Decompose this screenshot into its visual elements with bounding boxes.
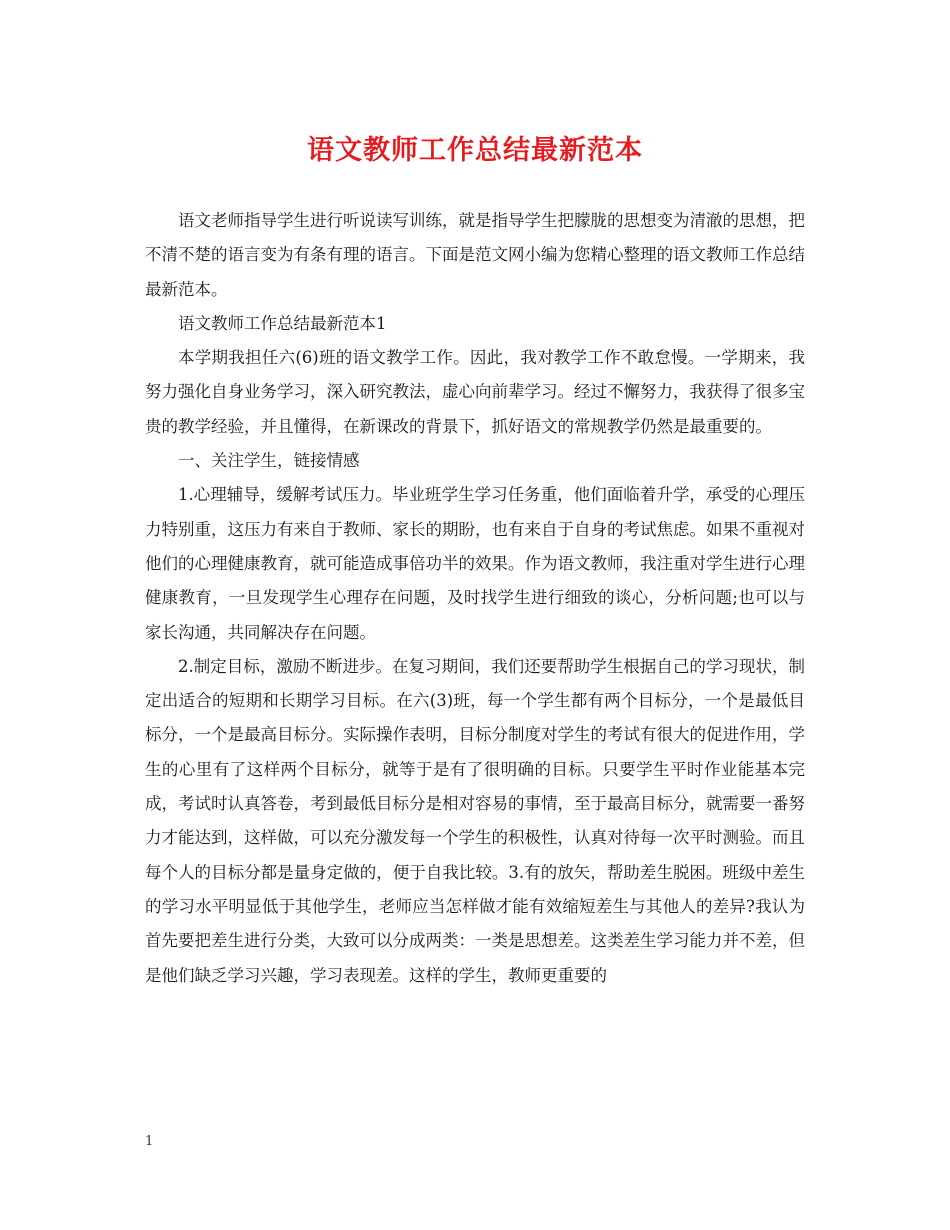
body-paragraph: 本学期我担任六(6)班的语文教学工作。因此，我对教学工作不敢怠慢。一学期来，我努力强化自身业务学习，深入研究教法，虚心向前辈学习。经过不懈努力，我获得了很多宝贵的教学经验，并且懂得，在新课改的背景下，抓好语文的常规教学仍然是最重要的。 [145,348,805,436]
document-title: 语文教师工作总结最新范本 [307,135,643,166]
section-heading: 语文教师工作总结最新范本1 [178,313,387,333]
body-paragraph: 2.制定目标，激励不断进步。在复习期间，我们还要帮助学生根据自己的学习现状，制定出适合的短期和长期学习目标。在六(3)班，每一个学生都有两个目标分，一个是最低目标分，一个是最高目标分。实际操作表明，目标分制度对学生的考试有很大的促进作用，学生的心里有了这样两个目标分，就等于是有了很明确的目标。只要学生平时作业能基本完成，考试时认真答卷，考到最低目标分是相对容易的事情，至于最高目标分，就需要一番努力才能达到，这样做，可以充分激发每一个学生的积极性，认真对待每一次平时测验。而且每个人的目标分都是量身定做的，便于自我比较。3.有的放矢，帮助差生脱困。班级中差生的学习水平明显低于其他学生，老师应当怎样做才能有效缩短差生与其他人的差异?我认为首先要把差生进行分类，大致可以分成两类：一类是思想差。这类差生学习能力并不差，但是他们缺乏学习兴趣，学习表现差。这样的学生，教师更重要的 [145,656,805,985]
page-number: 1 [145,1134,154,1149]
subsection-heading: 一、关注学生，链接情感 [178,451,360,471]
document-body [145,204,805,993]
intro-paragraph: 语文老师指导学生进行听说读写训练，就是指导学生把朦胧的思想变为清澈的思想，把不清不楚的语言变为有条有理的语言。下面是范文网小编为您精心整理的语文教师工作总结最新范本。 [145,211,805,299]
body-paragraph: 1.心理辅导，缓解考试压力。毕业班学生学习任务重，他们面临着升学，承受的心理压力特别重，这压力有来自于教师、家长的期盼，也有来自于自身的考试焦虑。如果不重视对他们的心理健康教育，就可能造成事倍功半的效果。作为语文教师，我注重对学生进行心理健康教育，一旦发现学生心理存在问题，及时找学生进行细致的谈心，分析问题;也可以与家长沟通，共同解决存在问题。 [145,485,805,642]
